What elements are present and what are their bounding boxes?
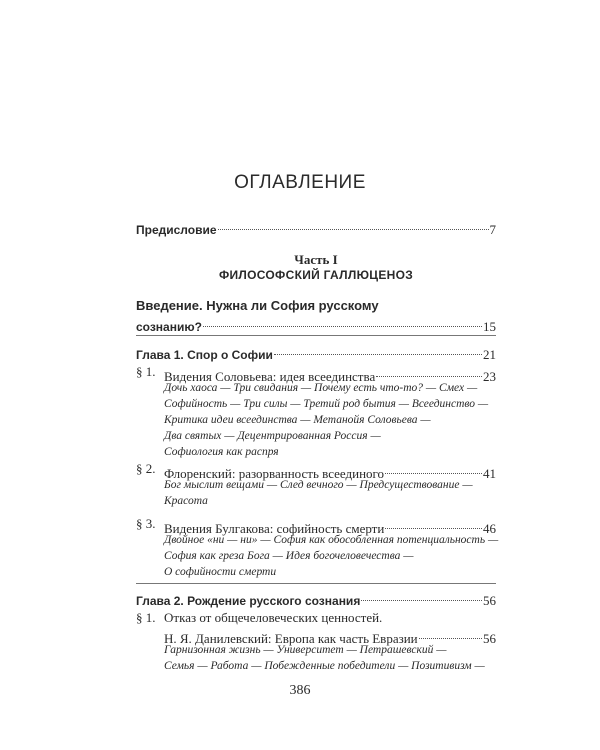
subtopic-line: София как греза Бога — Идея богочеловечества — — [164, 550, 414, 562]
entry-title: Н. Я. Данилевский: Европа как часть Евразии — [164, 631, 418, 646]
dot-leader — [376, 360, 482, 377]
entry-title: Глава 2. Рождение русского сознания — [136, 594, 361, 608]
dot-leader — [361, 584, 482, 601]
entry-page: 56 — [483, 631, 496, 646]
entry-page: 46 — [483, 521, 496, 536]
subtopic-line: Софиология как распря — [164, 446, 279, 458]
section-number: § 1. — [136, 364, 156, 379]
dot-leader — [385, 457, 482, 474]
part-label: Часть I — [294, 252, 338, 267]
subtopic-line: Двойное «ни — ни» — София как обособленная потенциальность — — [164, 534, 499, 546]
entry-title: Видения Соловьева: идея всеединства — [164, 369, 376, 384]
subtopic-line: Семья — Работа — Побежденные победители — Позитивизм — — [164, 660, 485, 672]
page-number: 386 — [289, 683, 311, 698]
entry-page: 41 — [483, 466, 496, 481]
section-number: § 2. — [136, 461, 156, 476]
toc-entry-chapter2[interactable] — [136, 588, 496, 609]
subtopic-line: Дочь хаоса — Три свидания — Почему есть что-то? — Смех — — [164, 382, 478, 394]
part-title: ФИЛОСОФСКИЙ ГАЛЛЮЦЕНОЗ — [218, 268, 414, 282]
toc-entry-ch2-s1-line1[interactable]: Отказ от общечеловеческих ценностей. — [164, 610, 383, 625]
dot-leader — [203, 310, 482, 327]
section-number: § 3. — [136, 516, 156, 531]
entry-title: Флоренский: разорванность всеединого — [164, 466, 385, 481]
subtopic-line: Красота — [164, 495, 208, 507]
toc-entry-intro[interactable] — [136, 314, 496, 335]
toc-entry-preface[interactable] — [136, 217, 496, 238]
subtopic-line: Критика идеи всеединства — Метанойя Соловьева — — [164, 414, 431, 426]
subtopic-line: Софийность — Три силы — Третий род бытия — Всеединство — — [164, 398, 489, 410]
section-number: § 1. — [136, 610, 156, 625]
entry-title: Глава 1. Спор о Софии — [136, 348, 273, 362]
page-title: ОГЛАВЛЕНИЕ — [234, 172, 366, 193]
entry-page: 23 — [483, 369, 496, 384]
entry-page: 56 — [483, 593, 496, 608]
dot-leader — [274, 338, 482, 355]
entry-title: Видения Булгакова: софийность смерти — [164, 521, 385, 536]
subtopic-line: О софийности смерти — [164, 566, 277, 578]
subtopic-line: Гарнизонная жизнь — Университет — Петрашевский — — [164, 644, 447, 656]
subtopic-line: Два святых — Децентрированная Россия — — [164, 430, 381, 442]
subtopic-line: Бог мыслит вещами — След вечного — Предсуществование — — [164, 479, 473, 491]
dot-leader — [218, 213, 489, 230]
entry-page: 15 — [483, 319, 496, 334]
dot-leader — [419, 622, 482, 639]
entry-page: 7 — [489, 222, 496, 237]
dot-leader — [385, 512, 482, 529]
entry-title: Предисловие — [136, 223, 217, 237]
divider — [136, 335, 496, 336]
entry-title: сознанию? — [136, 320, 202, 334]
toc-entry-intro-line1[interactable]: Введение. Нужна ли София русскому — [136, 298, 379, 313]
entry-page: 21 — [483, 347, 496, 362]
